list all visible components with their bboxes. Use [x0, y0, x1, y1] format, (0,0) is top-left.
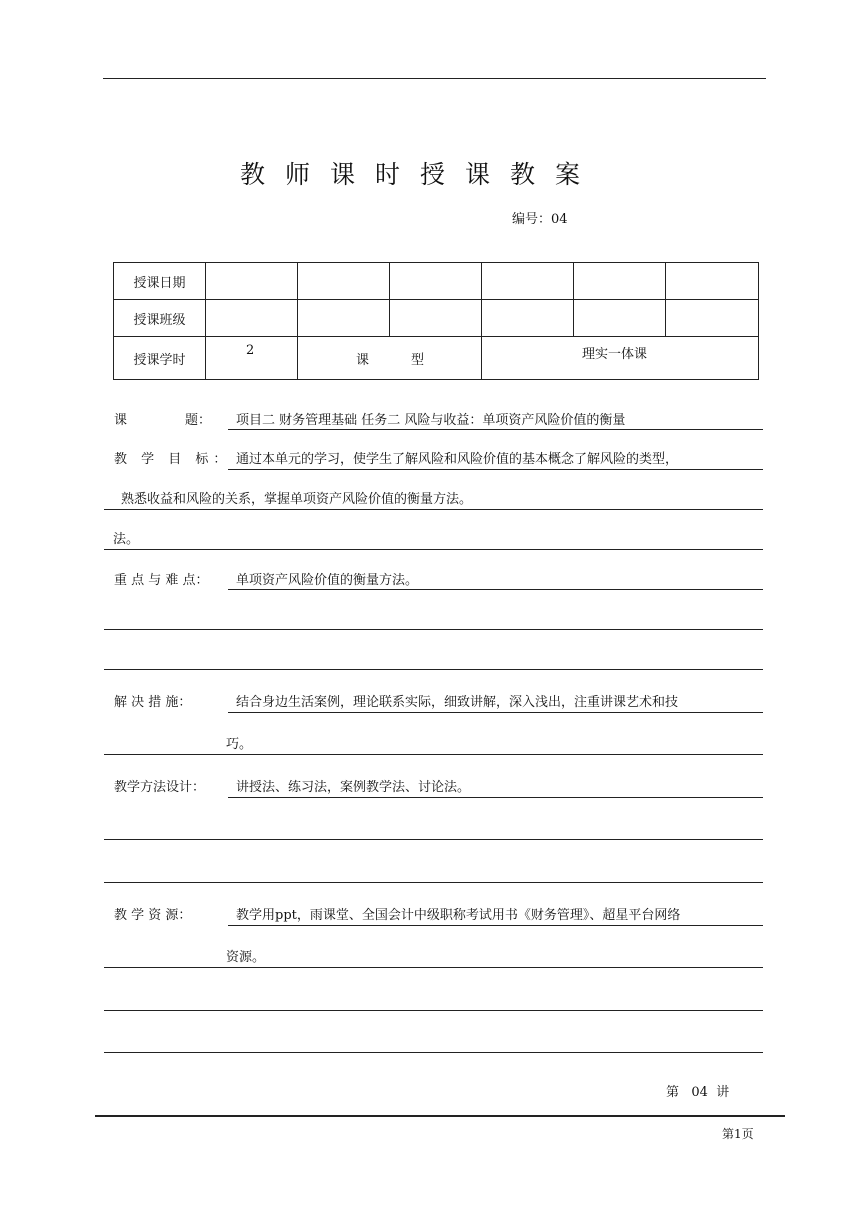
topic-value: 项目二 财务管理基础 任务二 风险与收益：单项资产风险价值的衡量: [236, 413, 626, 428]
resource-line2: 资源。: [226, 950, 266, 965]
goal-line2: 熟悉收益和风险的关系，掌握单项资产风险价值的衡量方法。: [121, 492, 473, 507]
method-rule-3: [104, 882, 763, 883]
type-label-1: 课: [356, 352, 370, 368]
method-value: 讲授法、练习法，案例教学法、讨论法。: [236, 780, 471, 795]
title-char: 时: [375, 160, 401, 189]
table-row: [114, 300, 759, 337]
serial-number: 编号：04: [512, 212, 568, 227]
solve-line1: 结合身边生活案例，理论联系实际，细致讲解，深入浅出，注重讲课艺术和技: [236, 695, 679, 710]
topic-label-1: 课: [114, 413, 128, 428]
class-cell[interactable]: [390, 300, 482, 337]
lecture-number: 第 04 讲: [666, 1085, 730, 1100]
goal-rule-1: [228, 469, 763, 470]
method-rule-1: [228, 797, 763, 798]
resource-label: 教 学 资 源：: [114, 908, 192, 923]
topic-rule: [228, 429, 763, 430]
page-title: [240, 155, 600, 191]
header-rule: [103, 78, 766, 79]
type-value: [482, 337, 759, 380]
class-cell[interactable]: [666, 300, 759, 337]
resource-rule-4: [104, 1052, 763, 1053]
class-cell[interactable]: [206, 300, 298, 337]
type-text: 理实一体课: [582, 347, 648, 362]
title-char: 课: [330, 160, 356, 189]
goal-label: 教 学 目 标：: [114, 452, 232, 467]
method-label: 教学方法设计：: [114, 780, 206, 795]
title-char: 案: [555, 160, 581, 189]
date-cell[interactable]: [390, 263, 482, 300]
resource-line1: 教学用ppt，雨课堂、全国会计中级职称考试用书《财务管理》、超星平台网络: [236, 908, 681, 923]
date-cell[interactable]: [666, 263, 759, 300]
topic-label: [114, 409, 211, 428]
footer-rule: [95, 1115, 785, 1117]
key-value: 单项资产风险价值的衡量方法。: [236, 573, 419, 588]
resource-rule-2: [104, 967, 763, 968]
table-row: [114, 337, 759, 380]
title-char: 教: [510, 160, 536, 189]
goal-rule-2: [104, 509, 763, 510]
key-label: 重 点 与 难 点：: [114, 573, 209, 588]
solve-label: 解 决 措 施：: [114, 695, 192, 710]
goal-rule-3: [104, 549, 763, 550]
date-cell[interactable]: [206, 263, 298, 300]
goal-line3: 法。: [113, 532, 140, 547]
key-rule-1: [228, 589, 763, 590]
resource-rule-1: [228, 925, 763, 926]
class-cell[interactable]: [574, 300, 666, 337]
hours-label: 授课学时: [114, 337, 206, 380]
date-cell[interactable]: [574, 263, 666, 300]
class-cell[interactable]: [482, 300, 574, 337]
goal-line1: 通过本单元的学习，使学生了解风险和风险价值的基本概念了解风险的类型，: [236, 452, 679, 467]
type-label-2: 型: [411, 352, 425, 368]
solve-line2: 巧。: [226, 737, 253, 752]
title-char: 课: [465, 160, 491, 189]
title-char: 授: [420, 160, 446, 189]
class-cell[interactable]: [298, 300, 390, 337]
table-row: [114, 263, 759, 300]
title-char: 师: [285, 160, 311, 189]
solve-rule-2: [104, 754, 763, 755]
type-label: [298, 337, 482, 380]
hours-value: [206, 337, 298, 380]
date-label: 授课日期: [114, 263, 206, 300]
class-label: 授课班级: [114, 300, 206, 337]
info-table: [113, 262, 759, 380]
resource-rule-3: [104, 1010, 763, 1011]
hours-text: 2: [246, 343, 255, 358]
solve-rule-1: [228, 712, 763, 713]
method-rule-2: [104, 839, 763, 840]
page-number: 第1页: [722, 1127, 754, 1141]
topic-label-2: 题：: [185, 413, 212, 428]
date-cell[interactable]: [298, 263, 390, 300]
key-rule-3: [104, 669, 763, 670]
date-cell[interactable]: [482, 263, 574, 300]
title-char: 教: [240, 160, 266, 189]
key-rule-2: [104, 629, 763, 630]
